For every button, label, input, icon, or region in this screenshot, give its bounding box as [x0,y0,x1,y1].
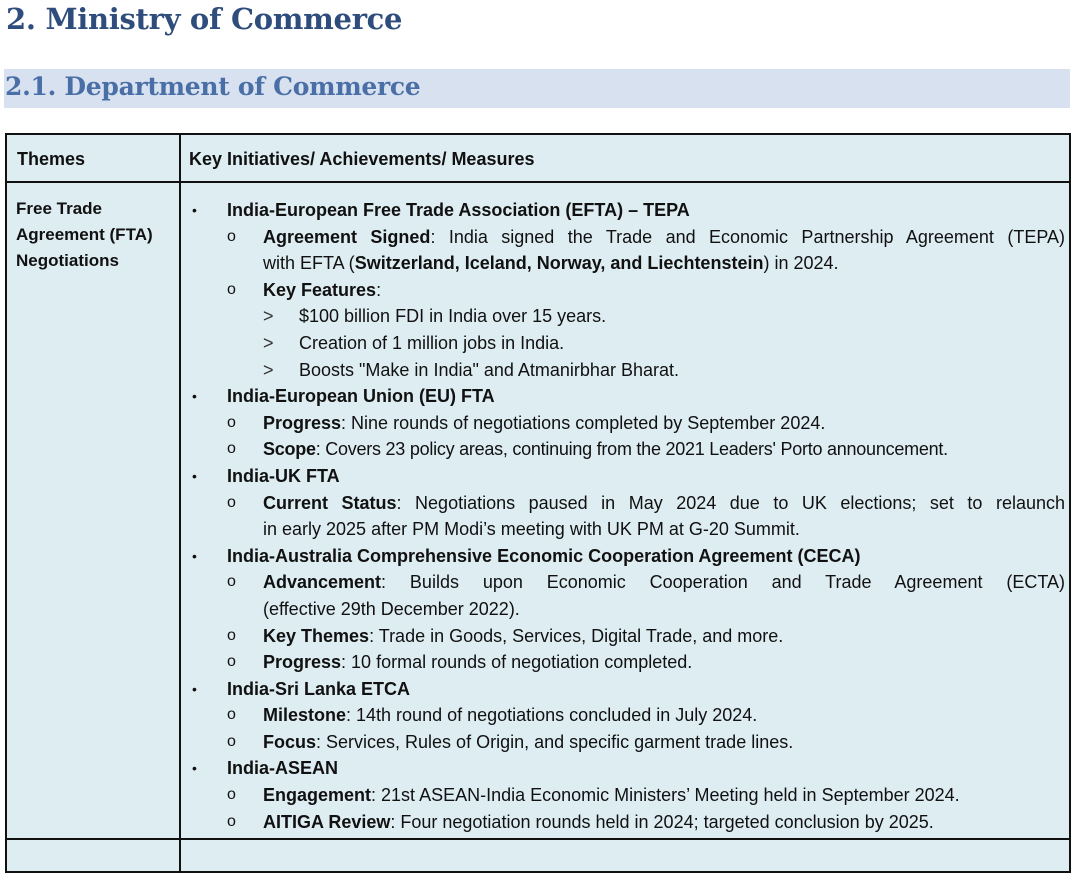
list-item [193,676,1065,703]
sub-marker: o [227,440,236,458]
theme-line: Negotiations [16,251,119,270]
list-subsubitem [193,303,1065,330]
row-divider [7,838,1069,840]
list-item [193,197,1065,224]
theme-line: Free Trade [16,199,102,218]
list-item [193,755,1065,782]
sub-marker: o [227,732,236,750]
list-subitem [193,569,1065,596]
list-subsubitem [193,330,1065,357]
subitem-text: : Builds upon Economic Cooperation and Trade Agreement (ECTA) [381,572,1065,593]
subitem-label: Engagement [263,785,372,806]
bullet-marker: • [192,202,197,218]
arrow-marker: > [263,332,274,353]
header-divider [7,181,1069,183]
subitem-label: Progress [263,652,342,673]
subitem-label: Milestone [263,705,347,726]
list-item [193,383,1065,410]
sub-marker: o [227,812,236,830]
subitem-label: Focus [263,731,317,752]
subitem-label: Agreement Signed [263,226,431,247]
list-subitem-cont [193,250,1065,277]
initiatives-column-header: Key Initiatives/ Achievements/ Measures [189,149,535,169]
list-subitem-cont [193,596,1065,623]
theme-cell [16,196,176,274]
list-subitem [193,277,1065,304]
item-title: India-European Union (EU) FTA [227,386,495,407]
subitem-text: ) in 2024. [763,253,839,274]
subitem-text: : Covers 23 policy areas, continuing from the 2021 Leaders' Porto announcement. [315,439,948,460]
sub-marker: o [227,706,236,724]
arrow-marker: > [263,306,274,327]
subitem-text: : Nine rounds of negotiations completed by September 2024. [341,412,826,433]
list-subitem [193,782,1065,809]
themes-column-header: Themes [17,149,86,169]
sub-marker: o [227,573,236,591]
bullet-marker: • [192,547,197,564]
list-subitem [193,623,1065,650]
sub-marker: o [227,786,236,804]
subitem-label: Key Themes [263,625,370,646]
section-title: 2.1. Department of Commerce [5,72,421,101]
initiatives-table [5,133,1071,873]
list-subitem [193,224,1065,251]
sub-marker: o [227,227,236,245]
column-divider [179,135,181,871]
item-title: India-UK FTA [227,465,340,486]
item-title: India-Australia Comprehensive Economic Cooperation Agreement (CECA) [227,545,861,566]
sub-marker: o [227,280,236,298]
list-subsubitem [193,357,1065,384]
subitem-text: : 10 formal rounds of negotiation completed. [341,652,693,673]
subsubitem-text: Boosts "Make in India" and Atmanirbhar Bharat. [299,359,679,380]
subitem-text: : Services, Rules of Origin, and specific garment trade lines. [316,731,794,752]
subitem-text: : Four negotiation rounds held in 2024; targeted conclusion by 2025. [390,811,934,832]
subitem-label: Advancement [263,572,382,593]
list-item [193,463,1065,490]
bullet-marker: • [192,760,197,777]
sub-marker: o [227,413,236,431]
subitem-text: (effective 29th December 2022). [263,598,520,619]
arrow-marker: > [263,359,274,380]
subitem-label: Progress [263,412,342,433]
item-title: India-ASEAN [227,758,339,779]
bullet-marker: • [192,680,197,697]
subitem-text: : [376,279,382,300]
subitem-label: AITIGA Review [263,811,391,832]
item-title: India-Sri Lanka ETCA [227,678,411,699]
subitem-text: : Negotiations paused in May 2024 due to UK elections; set to relaunch [396,492,1065,513]
list-subitem [193,410,1065,437]
theme-line: Agreement (FTA) [16,225,153,244]
subitem-label: Scope [263,439,316,460]
subitem-text: : 21st ASEAN-India Economic Ministers’ Meeting held in September 2024. [371,785,960,806]
subitem-label: Key Features [263,279,377,300]
item-title: India-European Free Trade Association (EFTA) – TEPA [227,200,690,220]
bullet-marker: • [192,467,197,484]
initiatives-cell [193,197,1065,835]
subitem-text: : India signed the Trade and Economic Partnership Agreement (TEPA) [430,226,1066,247]
list-subitem [193,729,1065,756]
sub-marker: o [227,493,236,511]
sub-marker: o [227,653,236,671]
list-item [193,543,1065,570]
subitem-text: : Trade in Goods, Services, Digital Trade, and more. [369,625,784,646]
subitem-text: : 14th round of negotiations concluded in July 2024. [346,705,758,726]
list-subitem [193,436,1065,463]
list-subitem [193,809,1065,836]
bullet-marker: • [192,388,197,405]
list-subitem-cont [193,516,1065,543]
list-subitem [193,649,1065,676]
list-subitem [193,702,1065,729]
page-title: 2. Ministry of Commerce [6,2,403,36]
subitem-text: in early 2025 after PM Modi’s meeting with UK PM at G-20 Summit. [263,519,800,540]
subsubitem-text: $100 billion FDI in India over 15 years. [299,306,607,327]
subsubitem-text: Creation of 1 million jobs in India. [299,332,565,353]
subitem-label: Current Status [263,492,397,513]
list-subitem [193,490,1065,517]
subitem-text: with EFTA ( [263,253,355,274]
sub-marker: o [227,626,236,644]
subitem-emphasis: Switzerland, Iceland, Norway, and Liechtenstein [354,253,764,274]
